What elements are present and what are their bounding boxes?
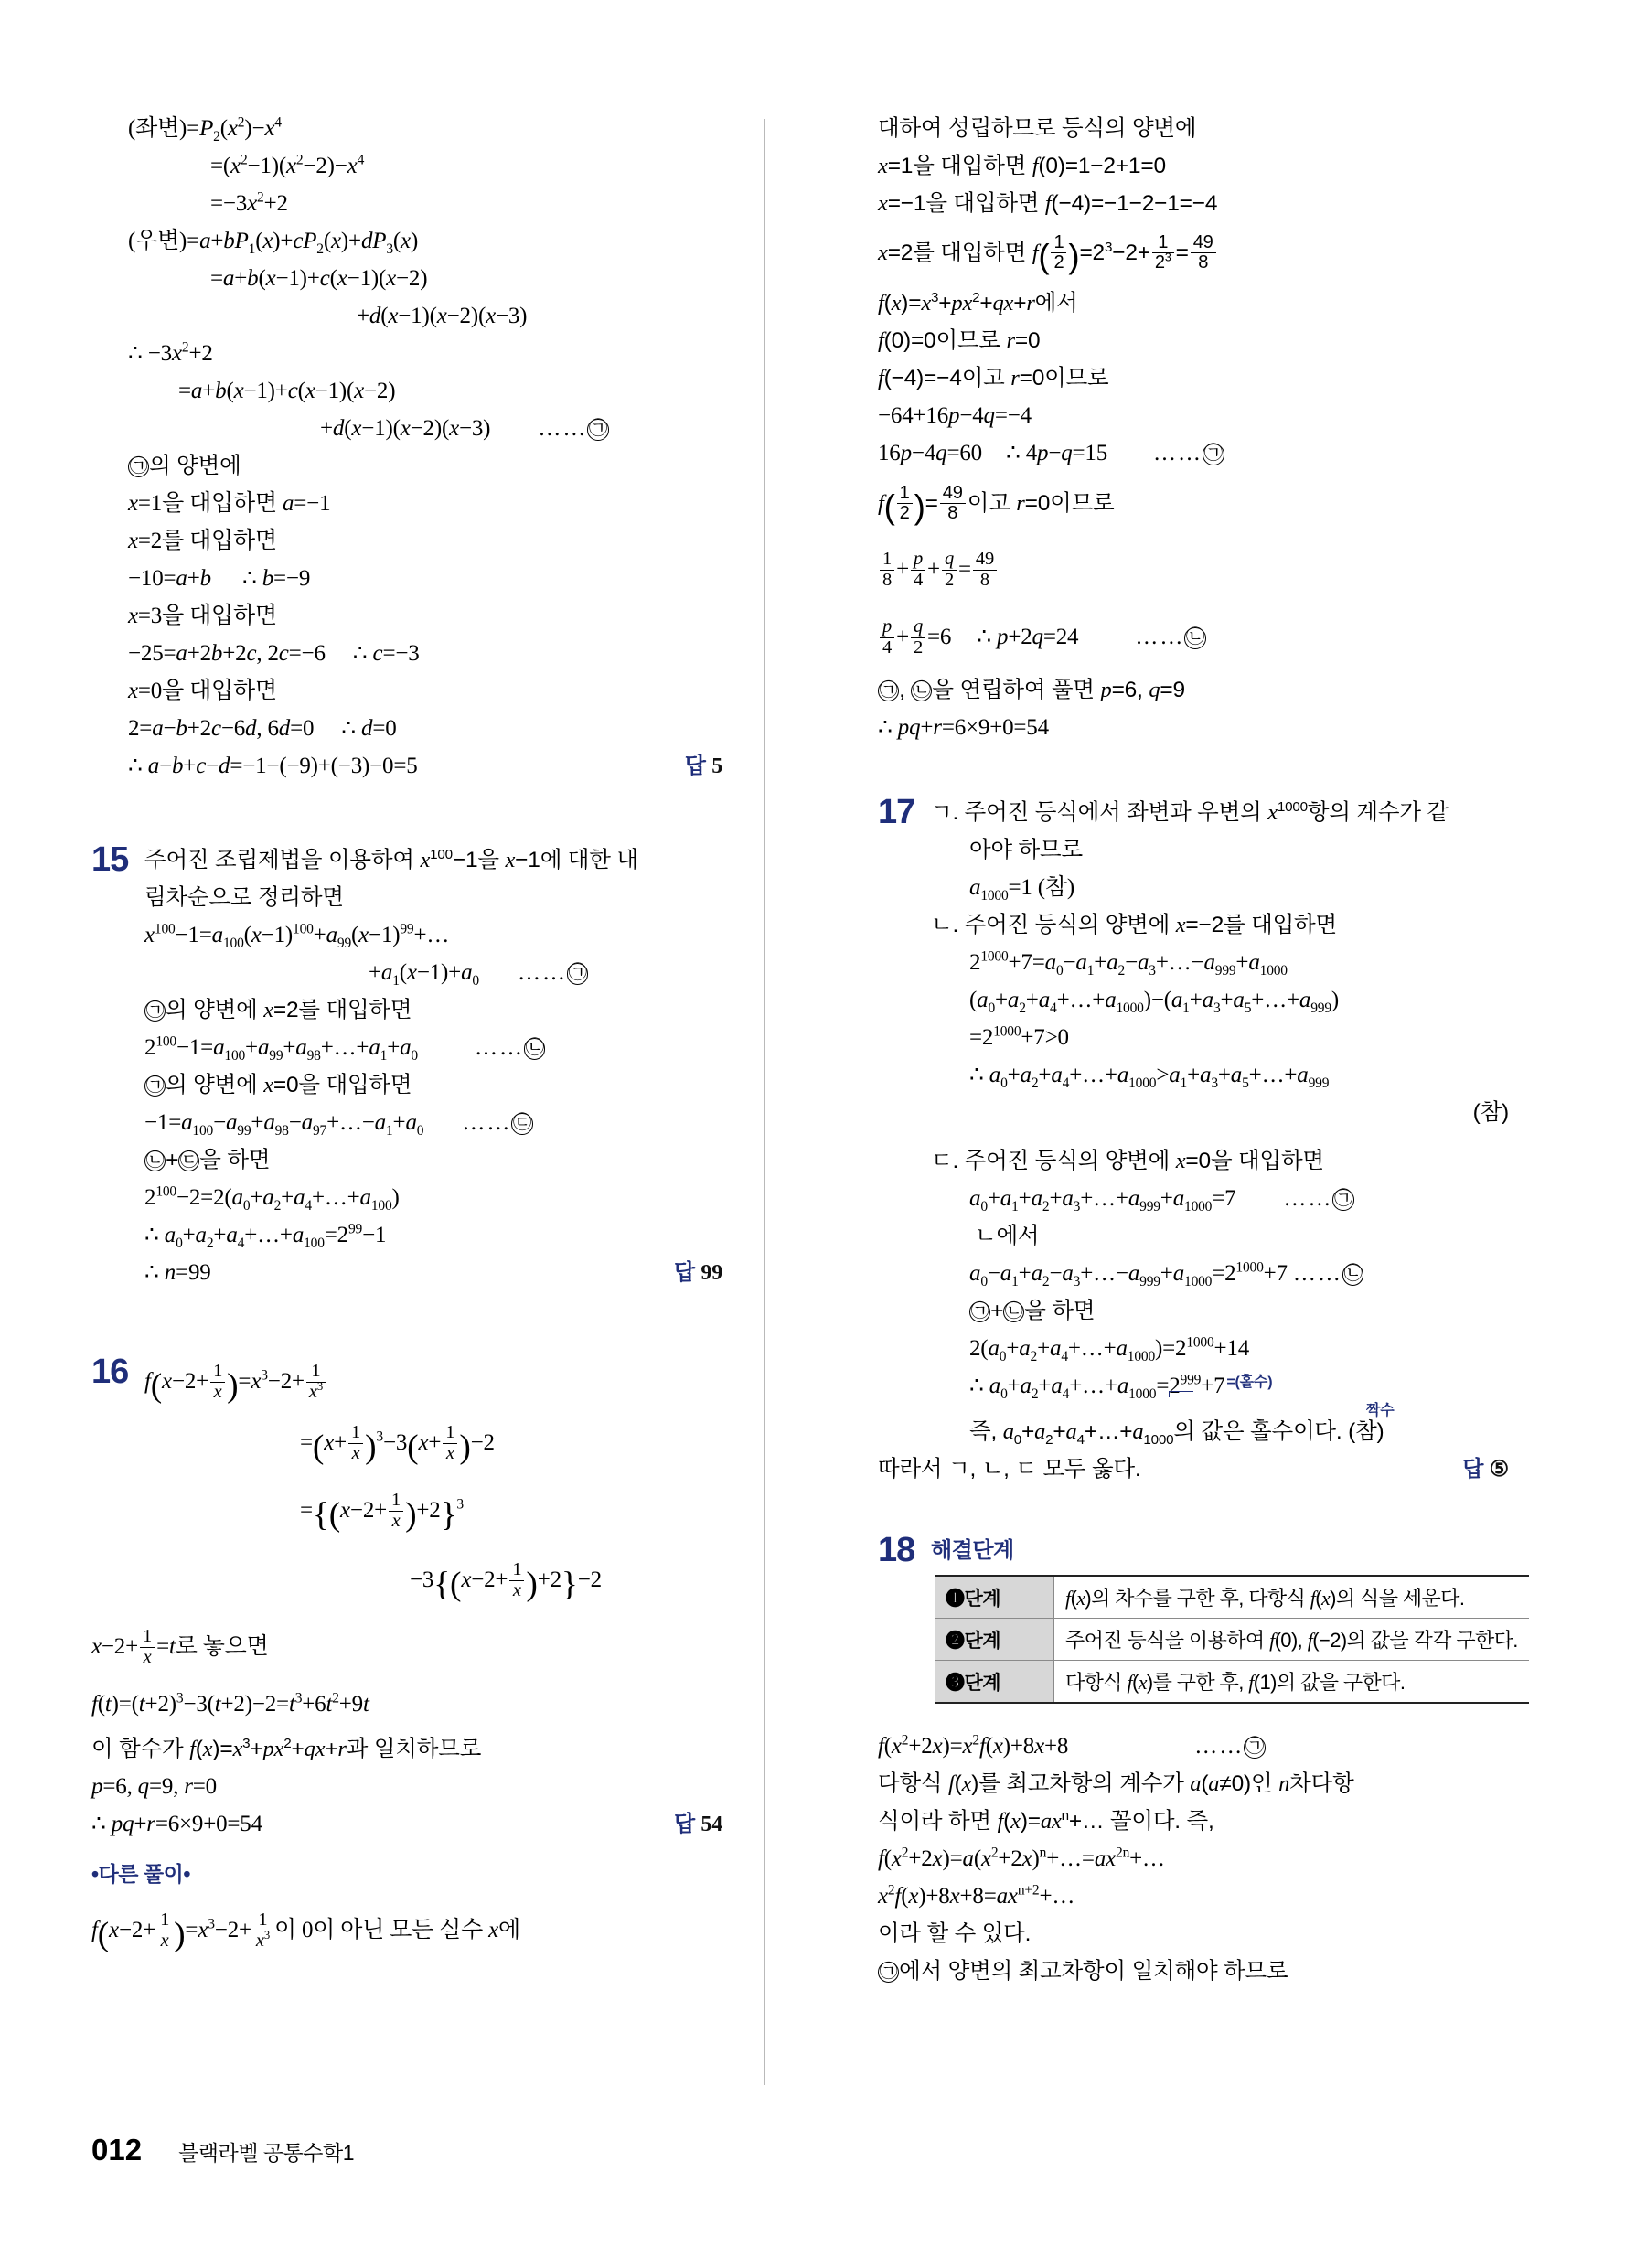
solution-line: 주어진 조립제법을 이용하여 $x^{100}-1$을 x−1에 대한 내 (144, 846, 638, 872)
solution-line: ㄴ에서 (975, 1224, 1040, 1248)
solution-line-with-answer: ∴ pq+r=6×9+0=54 답 54 (91, 1805, 722, 1843)
solution-line: $+a_1(x-1)+a_0$ ……㉠ (369, 960, 587, 989)
two-column-body (91, 110, 1555, 2103)
solution-line: f(x−2+ $\frac{1}{x}$ )$=x^3-2+$ $\frac{1}{x^3}$ (144, 1353, 722, 1410)
page-number: 012 (91, 2133, 143, 2166)
solution-line: $f(x^2+2x)=x^2f(x)+8x+8$ ……㉠ (878, 1732, 1265, 1759)
problem-17 (878, 794, 1509, 1488)
solution-line: x=1을 대입하면 a=−1 (128, 491, 331, 516)
solution-line-with-answer: ∴ n=99 답 99 (144, 1254, 722, 1291)
problem-number-16: 16 (91, 1353, 129, 1391)
table-row (935, 1661, 1529, 1704)
solution-line: ㉠의 양변에 x=0을 대입하면 (145, 1073, 412, 1097)
solution-line: −64+16p−4q=−4 (878, 403, 1032, 428)
solution-line: 다항식 f(x)를 최고차항의 계수가 a(a≠0)인 n차다항 (878, 1771, 1354, 1796)
solution-line: f(x−2+ $\frac{1}{x}$ )$=x^3-2+$ $\frac{1}{x^3}$ 이 0이 아닌 모든 실수 x에 (91, 1910, 520, 1954)
solution-line: −25=a+2b+2c, 2c=−6 ∴ c=−3 (128, 641, 420, 666)
solution-line: (참) (1472, 1100, 1509, 1125)
step-key: ❶단계 (935, 1576, 1054, 1619)
solution-line: =a+b(x−1)+c(x−1)(x−2) (210, 266, 428, 291)
table-row (935, 1576, 1529, 1619)
problem-16 (91, 1353, 722, 1966)
solution-line: =(x+ $\frac{1}{x}$ )$^3$−3(x+ $\frac{1}{x}$ )−2 (300, 1422, 495, 1467)
problem-number-15: 15 (91, 840, 129, 879)
solution-line: f(−4)=−4이고 r=0이므로 (878, 366, 1109, 390)
steps-header: 해결단계 (931, 1538, 1014, 1563)
solution-line: p=6, q=9, r=0 (91, 1774, 217, 1799)
solution-line: x=2를 대입하면 f( $\frac{1}{2}$ )$=2^3-2+$ $\frac{1}{2^3}$ = $\frac{49}{8}$ (878, 222, 1509, 284)
solution-line: x=2를 대입하면 (128, 529, 277, 553)
solution-line: 이 함수가 $f(x)=x^3+px^2+qx+r$과 일치하므로 (91, 1735, 482, 1761)
solution-line: $=2^{1000}+7>0$ (969, 1023, 1069, 1050)
solution-line: −10=a+b ∴ b=−9 (128, 566, 311, 591)
solution-line: 2=a−b+2c−6d, 6d=0 ∴ d=0 (128, 716, 397, 741)
even-annotation: 짝수 (1366, 1403, 1395, 1418)
solution-line: x=0을 대입하면 (128, 679, 277, 703)
answer-badge: 답 99 (673, 1260, 722, 1285)
table-row (935, 1619, 1529, 1661)
solution-line: =a+b(x−1)+c(x−1)(x−2) (178, 379, 396, 403)
problem-16-continuation (878, 110, 1509, 746)
solution-line: +d(x−1)(x−2)(x−3) ……㉠ (320, 416, 608, 441)
answer-badge: 답 5 (684, 754, 722, 778)
solution-line: 림차순으로 정리하면 (144, 885, 344, 910)
solution-line: $a_0+a_1+a_2+a_3+\dots+a_{999}+a_{1000}=7$ ……㉠ (969, 1186, 1353, 1214)
solution-line: x=1을 대입하면 f(0)=1−2+1=0 (878, 154, 1166, 178)
page-footer (91, 2133, 354, 2167)
solution-line: $x^{100}-1=a_{100}(x-1)^{100}+a_{99}(x-1)^{99}+\dots$ (144, 921, 450, 951)
solution-line: ㄷ. 주어진 등식의 양변에 x=0을 대입하면 (931, 1149, 1324, 1173)
solution-line: ㉡+㉢을 하면 (145, 1148, 271, 1172)
solution-line: ㉠에서 양변의 최고차항이 일치해야 하므로 (879, 1959, 1288, 1984)
solution-line: −3{(x−2+ $\frac{1}{x}$ )+2}−2 (410, 1559, 602, 1604)
solution-line: ={(x−2+ $\frac{1}{x}$ )+2}$^3$ (300, 1490, 464, 1535)
solution-line: 이라 할 수 있다. (878, 1921, 1032, 1946)
solution-line: ㉠+㉡을 하면 (970, 1299, 1096, 1323)
solution-line-with-annotation: ∴ $a_0+a_2+a_4+\dots+a_{1000}=2^{999}$ +7 $^{=(홀수)}$ 짝수 (931, 1367, 1509, 1407)
solution-line: 식이라 하면 $f(x)=ax^n+\dots$ 꼴이다. 즉, (878, 1807, 1214, 1834)
step-key: ❷단계 (935, 1619, 1054, 1661)
solution-line: $x^2f(x)+8x+8=ax^{n+2}+\dots$ (878, 1882, 1075, 1909)
alt-solution-header: •다른 풀이• (91, 1862, 190, 1886)
step-text: 다항식 f(x)를 구한 후, f(1)의 값을 구한다. (1054, 1661, 1530, 1704)
solution-line: ㉠의 양변에 (129, 454, 241, 478)
right-column (878, 110, 1518, 2103)
solution-line: ㉠의 양변에 x=2를 대입하면 (145, 998, 412, 1022)
solution-line: +d(x−1)(x−2)(x−3) (357, 304, 528, 328)
solution-line: $=-3x^2+2$ (210, 189, 288, 216)
solution-line: $f(x)=x^3+px^2+qx+r$에서 (878, 289, 1078, 316)
solution-line: ∴ $a_0+a_2+a_4+\dots+a_{100}=2^{99}-1$ (144, 1221, 387, 1251)
solution-line: $2^{1000}+7=a_0-a_1+a_2-a_3+\dots-a_{999}+a_{1000}$ (969, 948, 1288, 979)
solution-line: x=3을 대입하면 (128, 604, 277, 628)
solution-line: ∴ $a_0+a_2+a_4+\dots+a_{1000}>a_1+a_3+a_5+\dots+a_{999}$ (969, 1063, 1330, 1091)
step-text: 주어진 등식을 이용하여 f(0), f(−2)의 값을 각각 구한다. (1054, 1619, 1530, 1661)
solution-line: ∴ $-3x^2+2$ (128, 339, 213, 366)
solution-line: $a_0-a_1+a_2-a_3+\dots-a_{999}+a_{1000}=2^{1000}+7$ ……㉡ (969, 1259, 1363, 1289)
solution-line: (우변)$=a+bP_1(x)+cP_2(x)+dP_3(x)$ (128, 229, 419, 257)
solution-line: $-1=a_{100}-a_{99}+a_{98}-a_{97}+\dots-a_1+a_0$ ……㉢ (144, 1110, 532, 1139)
solution-line: ㉠, ㉡을 연립하여 풀면 p=6, q=9 (879, 678, 1185, 702)
step-text: f(x)의 차수를 구한 후, 다항식 f(x)의 식을 세운다. (1054, 1576, 1530, 1619)
solution-line: ㄱ. 주어진 등식에서 좌변과 우변의 $x^{1000}$항의 계수가 같 (931, 798, 1449, 825)
solution-line: $\frac{1}{8}$ + $\frac{p}{4}$ + $\frac{q}{2}$ = $\frac{49}{8}$ (878, 536, 1509, 604)
solution-line: $f(t)=(t+2)^3-3(t+2)-2=t^3+6t^2+9t$ (91, 1690, 369, 1717)
solution-line: 아야 하므로 (969, 838, 1083, 862)
solution-line: 즉, $a_0+a_2+a_4+\dots+a_{1000}$의 값은 홀수이다. (참) (969, 1419, 1384, 1448)
problem-18 (878, 1531, 1518, 1990)
solution-line: x−2+ $\frac{1}{x}$ =t로 놓으면 (91, 1626, 269, 1667)
solution-line: $(a_0+a_2+a_4+\dots+a_{1000})-(a_1+a_3+a_5+\dots+a_{999})$ (969, 988, 1340, 1016)
solution-line: (좌변)$=P_2(x^2)-x^4$ (128, 114, 282, 144)
answer-badge: 답 54 (673, 1812, 722, 1836)
solution-line: $a_{1000}=1$ (참) (969, 875, 1074, 904)
solution-line: $f(x^2+2x)=a(x^2+2x)^n+\dots=ax^{2n}+\dots$ (878, 1845, 1165, 1871)
solution-line: f( $\frac{1}{2}$ )= $\frac{49}{8}$ 이고 r=0이므로 (878, 482, 1115, 527)
problem-14-continuation (91, 110, 722, 785)
left-column (91, 110, 759, 2103)
solution-line: ∴ pq+r=6×9+0=54 (878, 715, 1049, 740)
problem-15 (91, 841, 722, 1291)
solution-line: 대하여 성립하므로 등식의 양변에 (878, 116, 1197, 141)
solution-line: f(0)=0이므로 r=0 (878, 328, 1041, 353)
solution-line: $2^{100}-2=2(a_0+a_2+a_4+\dots+a_{100})$ (144, 1183, 400, 1214)
solution-line: $2^{100}-1=a_{100}+a_{99}+a_{98}+\dots+a_1+a_0$ ……㉡ (144, 1033, 544, 1064)
answer-badge: 답 ⑤ (1462, 1457, 1509, 1482)
solution-line: 16p−4q=60 ∴ 4p−q=15 ……㉠ (878, 441, 1223, 465)
solution-line: x=−1을 대입하면 f(−4)=−1−2−1=−4 (878, 191, 1218, 216)
solution-line: $2(a_0+a_2+a_4+\dots+a_{1000})=2^{1000}+14$ (969, 1334, 1250, 1364)
problem-number-18: 18 (878, 1531, 915, 1569)
solution-line-with-answer: 따라서 ㄱ, ㄴ, ㄷ 모두 옳다. 답 ⑤ (878, 1450, 1509, 1488)
problem-number-17: 17 (878, 793, 915, 831)
step-key: ❸단계 (935, 1661, 1054, 1704)
solution-steps-table (935, 1575, 1529, 1704)
odd-annotation: =(홀수) (1226, 1375, 1273, 1390)
book-title: 블랙라벨 공통수학1 (178, 2141, 354, 2165)
solution-line-with-answer: ∴ a−b+c−d=−1−(−9)+(−3)−0=5 답 5 (91, 747, 722, 785)
solution-line: ㄴ. 주어진 등식의 양변에 x=−2를 대입하면 (931, 913, 1337, 937)
solution-line: $\frac{p}{4}$ + $\frac{q}{2}$ =6 ∴ p+2q=24 ……㉡ (878, 604, 1509, 671)
solution-line: $=(x^2-1)(x^2-2)-x^4$ (210, 152, 365, 178)
